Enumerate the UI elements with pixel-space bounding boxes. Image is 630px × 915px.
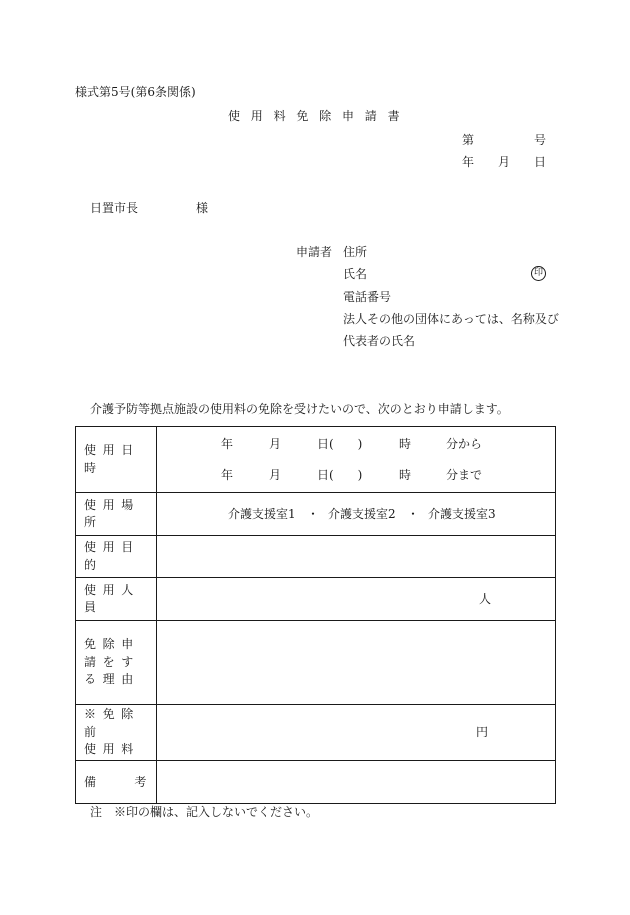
corporate-note-line1: 法人その他の団体にあっては、名称及び [343, 312, 559, 326]
date-day: 日 [534, 155, 547, 169]
to-minute: 分まで [446, 468, 483, 482]
form-number: 様式第5号(第6条関係) [75, 85, 196, 99]
applicant-name-label: 氏名 [343, 267, 368, 281]
to-year: 年 [221, 468, 234, 482]
seal-mark: 印 [531, 266, 546, 281]
row-usage-purpose [76, 536, 556, 578]
row-pre-exemption-fee [76, 705, 556, 761]
row-usage-place [76, 493, 556, 536]
pre-exemption-fee-label-line1: ※免除前 [84, 707, 140, 739]
usage-place-field[interactable] [157, 493, 556, 536]
to-day: 日( ) [317, 468, 363, 482]
from-day: 日( ) [317, 437, 363, 451]
usage-datetime-field[interactable] [157, 427, 556, 493]
usage-people-label: 使用人員 [76, 578, 157, 621]
exemption-reason-field[interactable] [157, 621, 556, 705]
addressee-name: 日置市長 [90, 201, 139, 215]
room-option-3[interactable]: 介護支援室3 [428, 507, 496, 521]
footnote: 注 ※印の欄は、記入しないでください。 [90, 805, 319, 819]
usage-datetime-label: 使用日時 [76, 427, 157, 493]
from-minute: 分から [446, 437, 483, 451]
exemption-reason-label: 免除申請をする理由 [76, 621, 157, 705]
doc-number-prefix: 第 [462, 133, 475, 147]
room-option-2[interactable]: 介護支援室2 [328, 507, 396, 521]
usage-people-field[interactable] [157, 578, 556, 621]
application-table [75, 426, 556, 804]
pre-exemption-fee-label [76, 705, 157, 761]
intro-sentence: 介護予防等拠点施設の使用料の免除を受けたいので、次のとおり申請します。 [90, 402, 509, 416]
from-month: 月 [269, 437, 282, 451]
room-separator-1: ・ [307, 507, 320, 521]
from-hour: 時 [399, 437, 412, 451]
applicant-phone-label: 電話番号 [343, 290, 392, 304]
corporate-note-line2: 代表者の氏名 [343, 334, 416, 348]
to-month: 月 [269, 468, 282, 482]
pre-exemption-fee-field[interactable] [157, 705, 556, 761]
remarks-field[interactable] [157, 761, 556, 804]
document-title: 使用料免除申請書 [228, 109, 411, 123]
applicant-address-label: 住所 [343, 245, 368, 259]
row-usage-datetime [76, 427, 556, 493]
room-option-1[interactable]: 介護支援室1 [228, 507, 296, 521]
applicant-label: 申請者 [296, 245, 333, 259]
usage-purpose-field[interactable] [157, 536, 556, 578]
date-year: 年 [462, 155, 475, 169]
remarks-label: 備考 [84, 775, 185, 789]
room-separator-2: ・ [407, 507, 420, 521]
date-month: 月 [498, 155, 511, 169]
doc-number-suffix: 号 [534, 133, 547, 147]
addressee-honorific: 様 [196, 201, 209, 215]
row-remarks [76, 761, 556, 804]
row-usage-people [76, 578, 556, 621]
fee-unit: 円 [476, 725, 489, 739]
row-exemption-reason [76, 621, 556, 705]
from-year: 年 [221, 437, 234, 451]
to-hour: 時 [399, 468, 412, 482]
people-unit: 人 [479, 592, 492, 606]
usage-place-label: 使用場所 [76, 493, 157, 536]
remarks-label-cell [76, 761, 185, 804]
pre-exemption-fee-label-line2: 使用料 [84, 742, 140, 757]
usage-purpose-label: 使用目的 [76, 536, 157, 578]
